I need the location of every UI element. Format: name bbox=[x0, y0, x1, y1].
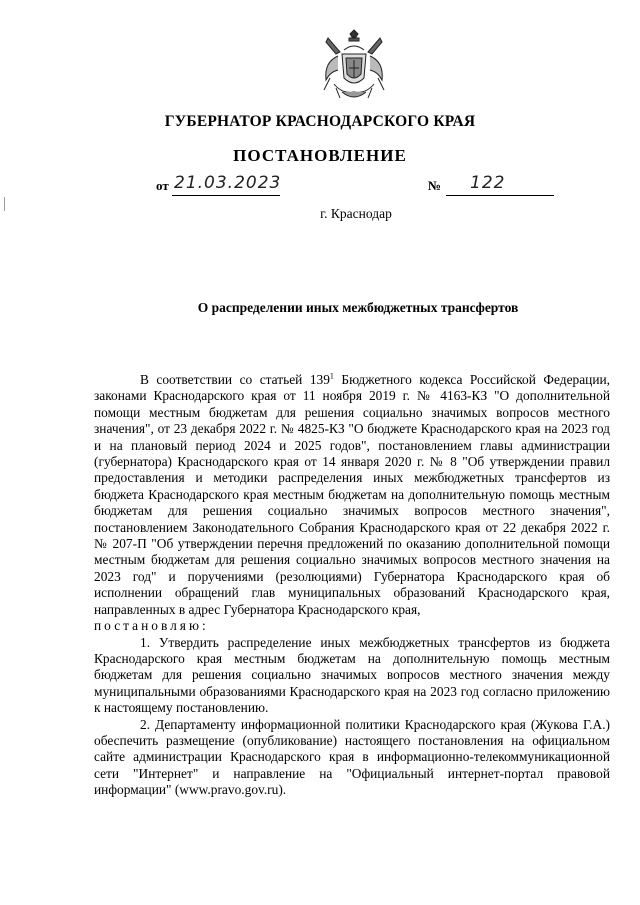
document-type-heading: ПОСТАНОВЛЕНИЕ bbox=[233, 146, 407, 165]
number-label: № bbox=[428, 178, 442, 193]
decree-word: постановляю: bbox=[94, 618, 209, 634]
clause-1-paragraph: 1. Утвердить распределение иных межбюджетных трансфертов из бюджета Краснодарского края местным бюджетам на дополнительную помощь местным бюджетам для решения социально значимых вопросов местного значения между муниципальными образованиями Краснодарского края на 2023 год согласно приложению к настоящему постановлению. bbox=[94, 634, 610, 716]
preamble-paragraph bbox=[94, 372, 610, 618]
issuing-authority-heading: ГУБЕРНАТОР КРАСНОДАРСКОГО КРАЯ bbox=[164, 113, 476, 130]
document-body bbox=[94, 372, 610, 799]
number-underline bbox=[446, 195, 554, 196]
handwritten-number: 122 bbox=[470, 173, 506, 193]
preamble-text-rest: Бюджетного кодекса Российской Федерации, законами Краснодарского края от 11 ноября 2019 г. № 4163-КЗ "О дополнительной помощи местным бюджетам для решения социально значимых вопросов местного значения", от 23 декабря 2022 г. № 4825-КЗ "О бюджете Краснодарского края на 2023 год и на плановый период 2024 и 2025 годов", постановлением главы администрации (губернатора) Краснодарского края от 14 января 2020 г. № 8 "Об утверждении правил предоставления и методики распределения иных межбюджетных трансфертов из бюджета Краснодарского края местным бюджетам на дополнительную помощь местным бюджетам для решения социально значимых вопросов местного значения", постановлением Законодательного Собрания Краснодарского края от 22 декабря 2022 г. № 207-П "Об утверждении перечня предложений по оказанию дополнительной помощи местным бюджетам для решения социально значимых вопросов местного значения на 2023 год" и поручениями (резолюциями) Губернатора Краснодарского края об исполнении обращений глав муниципальных образований Краснодарского края, направленных в адрес Губернатора Краснодарского края, bbox=[94, 372, 610, 617]
city-line: г. Краснодар bbox=[320, 206, 392, 221]
handwritten-date: 21.03.2023 bbox=[174, 173, 282, 193]
date-underline bbox=[172, 195, 280, 196]
article-superscript: 1 bbox=[329, 371, 334, 381]
clause-2-paragraph: 2. Департаменту информационной политики Краснодарского края (Жукова Г.А.) обеспечить размещение (опубликование) настоящего постановления на официальном сайте администрации Краснодарского края в информационно-телекоммуникационной сети "Интернет" и направление на "Официальный интернет-портал правовой информации" (www.pravo.gov.ru). bbox=[94, 716, 610, 798]
coat-of-arms-emblem bbox=[316, 28, 392, 104]
document-subject: О распределении иных межбюджетных трансфертов bbox=[197, 300, 519, 315]
date-label: от bbox=[156, 178, 169, 193]
preamble-text-start: В соответствии со статьей 139 bbox=[140, 372, 330, 387]
